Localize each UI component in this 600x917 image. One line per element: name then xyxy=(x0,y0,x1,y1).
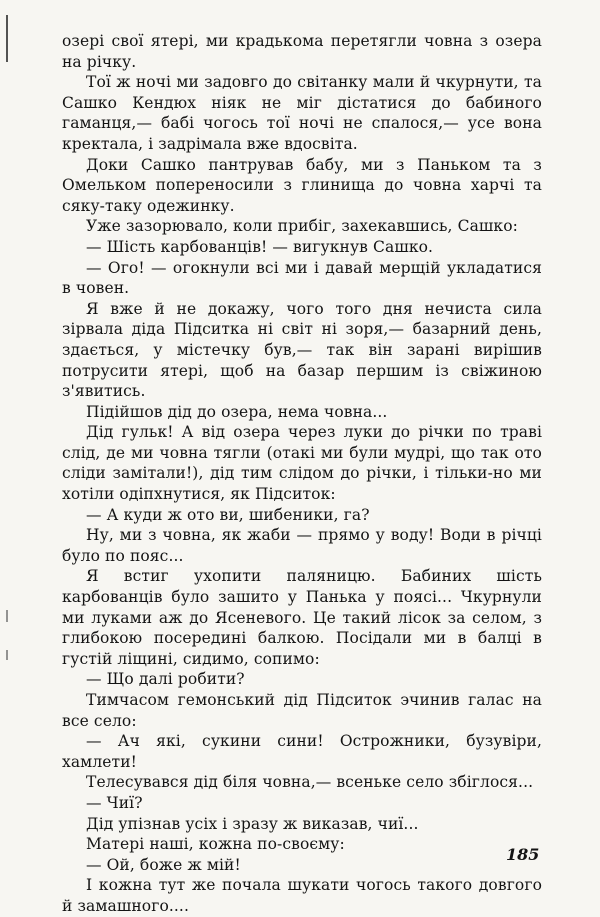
paragraph: Матері наші, кожна по-своєму: xyxy=(86,835,345,854)
page-number: 185 xyxy=(506,845,540,864)
paragraph: Тимчасом гемонський дід Підситок эчинив галас на все село: xyxy=(62,691,542,730)
paragraph: Дід упізнав усіх і зразу ж виказав, чиї... xyxy=(86,814,419,833)
paragraph: Я вже й не докажу, чого того дня нечиста сила зірвала діда Підситка ні світ ні зоря,— базарний день, здається, у містечку був,— так він зарані вирішив потрусити ятері, щоб на базар першим із свіжиною з'явитись. xyxy=(62,299,542,401)
paragraph: Я встиг ухопити паляницю. Бабиних шість карбованців було зашито у Панька у поясі... Чкурнули ми луками аж до Ясеневого. Це такий лісок за селом, з глибокою посередині балкою. Посідали ми в балці в густій ліщині, сидимо, сопимо: xyxy=(62,567,542,668)
dialogue-line: — Ого! — огокнули всі ми і давай мерщій укладатися в човен. xyxy=(62,258,542,298)
paragraph: Ну, ми з човна, як жаби — прямо у воду! Води в річці було по пояс... xyxy=(62,526,542,565)
paragraph: Уже зазорювало, коли прибіг, захекавшись, Сашко: xyxy=(86,217,518,236)
dialogue-line: — А куди ж ото ви, шибеники, га? xyxy=(86,505,370,524)
paragraph: Тої ж ночі ми задовго до світанку мали й чкурнути, та Сашко Кендюх ніяк не міг дістатися до бабиного гаманця,— бабі чогось тої ночі не спалося,— усе вона кректала, і задрімала вже вдосвіта. xyxy=(62,73,542,153)
dialogue-line: — Ач які, сукини сини! Острожники, бузувіри, хамлети! xyxy=(62,732,542,771)
paragraph: Доки Сашко пантрував бабу, ми з Паньком та з Омельком попереносили з глинища до човна харчі та сяку-таку одежинку. xyxy=(62,155,542,215)
dialogue-line: — Що далі робити? xyxy=(86,670,245,689)
paragraph: Дід гульк! А від озера через луки до річки по траві слід, де ми човна тягли (отакі ми були мудрі, що так ото сліди замітали!), дід тим слідом до річки, і тільки-но ми хотіли одіпхнутися, як Підситок: xyxy=(62,423,542,504)
dialogue-line: — Ой, боже ж мій! xyxy=(86,855,241,874)
paragraph: озері свої ятері, ми крадькома перетягли човна з озера на річку. xyxy=(62,32,542,71)
dialogue-line: — Шість карбованців! — вигукнув Сашко. xyxy=(86,237,434,256)
dialogue-line: — Чиї? xyxy=(86,793,143,812)
binding-edge-mark xyxy=(6,0,8,915)
paragraph: Телесувався дід біля човна,— всеньке село збіглося... xyxy=(86,773,534,792)
body-text xyxy=(62,31,542,917)
paragraph: І кожна тут же почала шукати чогось такого довгого й замашного.... xyxy=(62,876,542,915)
paragraph: Підійшов дід до озера, нема човна... xyxy=(86,402,388,421)
